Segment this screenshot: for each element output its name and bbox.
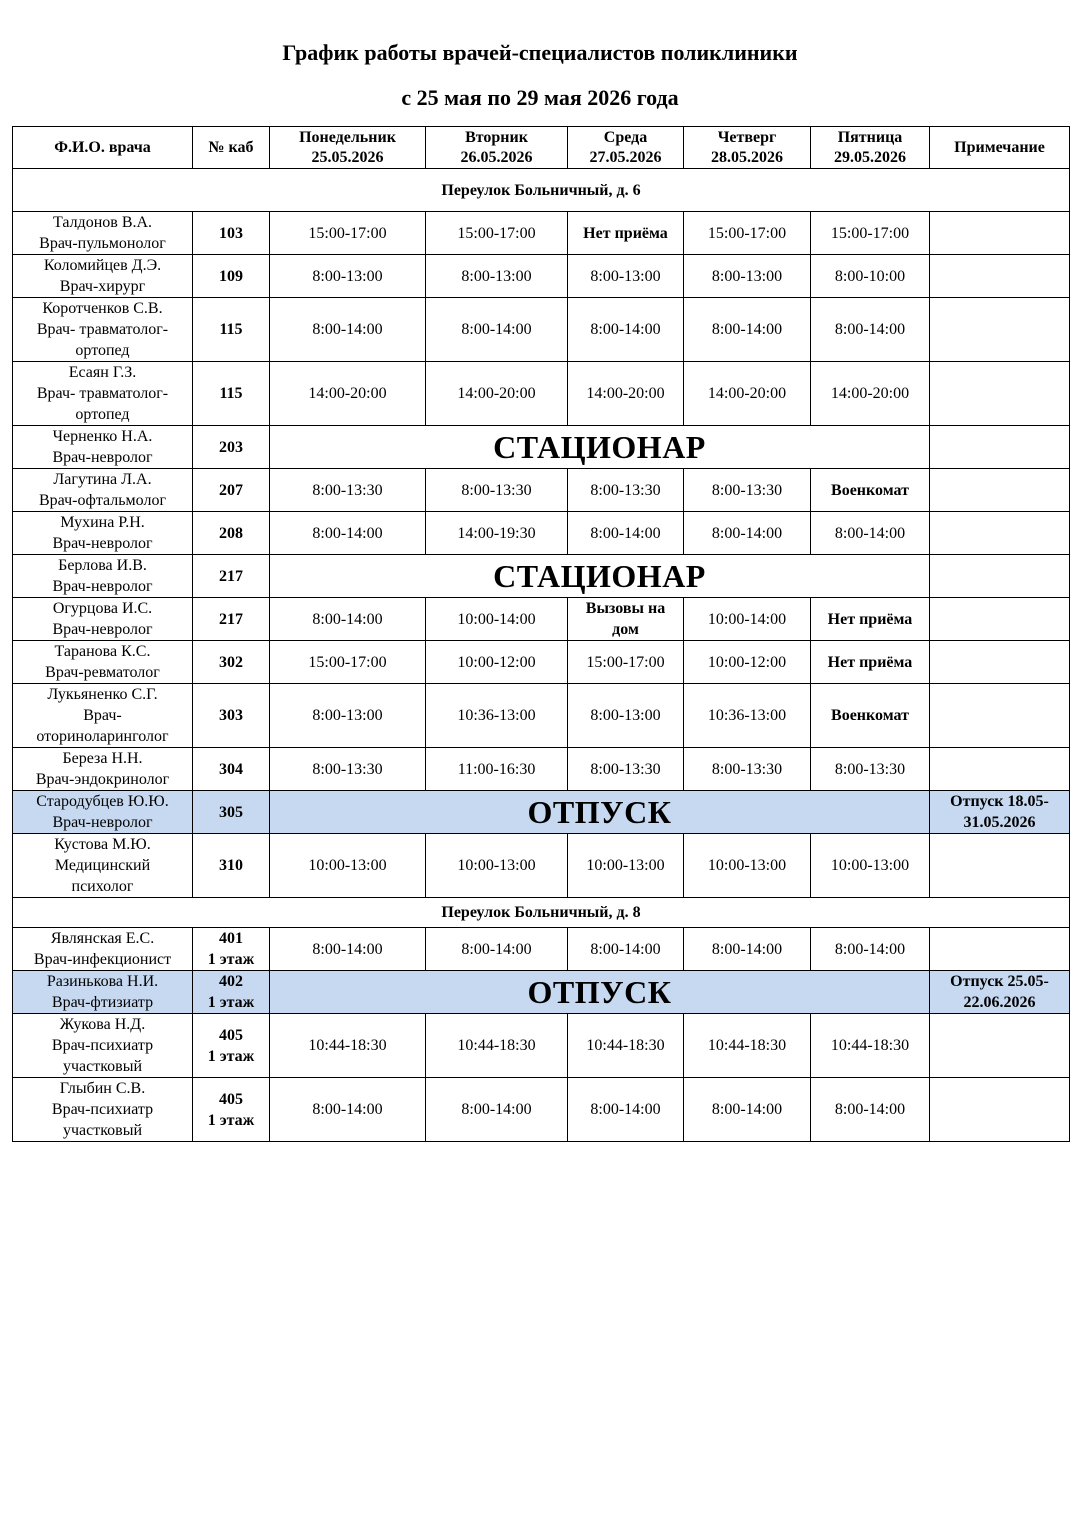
schedule-cell-tuesday: 14:00-20:00 [426, 362, 568, 426]
schedule-cell-friday: 15:00-17:00 [811, 212, 930, 255]
schedule-cell-thursday: 10:00-12:00 [684, 641, 811, 684]
cabinet-number: 207 [193, 469, 270, 512]
schedule-cell-friday: Нет приёма [811, 641, 930, 684]
schedule-cell-thursday: 8:00-14:00 [684, 298, 811, 362]
doctor-name: Талдонов В.А. Врач-пульмонолог [13, 212, 193, 255]
header-row [13, 127, 1070, 169]
schedule-cell-friday: Нет приёма [811, 598, 930, 641]
table-row [13, 512, 1070, 555]
schedule-cell-monday: 8:00-13:00 [270, 255, 426, 298]
note-cell: Отпуск 18.05- 31.05.2026 [930, 791, 1070, 834]
note-cell [930, 426, 1070, 469]
doctor-name: Лукьяненко С.Г. Врач- оториноларинголог [13, 684, 193, 748]
schedule-cell-friday: 8:00-10:00 [811, 255, 930, 298]
schedule-cell-tuesday: 10:00-14:00 [426, 598, 568, 641]
cabinet-number: 208 [193, 512, 270, 555]
section-header [13, 169, 1070, 212]
schedule-cell-monday: 8:00-14:00 [270, 928, 426, 971]
cabinet-number: 203 [193, 426, 270, 469]
page-subtitle: с 25 мая по 29 мая 2026 года [401, 85, 679, 110]
doctor-name: Мухина Р.Н. Врач-невролог [13, 512, 193, 555]
note-cell [930, 748, 1070, 791]
schedule-cell-friday: Военкомат [811, 684, 930, 748]
doctor-name: Коломийцев Д.Э. Врач-хирург [13, 255, 193, 298]
doctor-name: Берлова И.В. Врач-невролог [13, 555, 193, 598]
schedule-cell-friday: 14:00-20:00 [811, 362, 930, 426]
doctor-name: Являнская Е.С. Врач-инфекционист [13, 928, 193, 971]
schedule-cell-wednesday: 8:00-13:30 [568, 469, 684, 512]
header-friday: Пятница 29.05.2026 [811, 127, 930, 169]
table-row [13, 1014, 1070, 1078]
schedule-cell-friday: 8:00-14:00 [811, 1078, 930, 1142]
note-cell [930, 684, 1070, 748]
span-status: СТАЦИОНАР [270, 555, 930, 598]
schedule-cell-monday: 8:00-13:30 [270, 748, 426, 791]
table-row [13, 834, 1070, 898]
schedule-cell-monday: 15:00-17:00 [270, 212, 426, 255]
schedule-cell-wednesday: 8:00-14:00 [568, 512, 684, 555]
schedule-cell-friday: 8:00-14:00 [811, 298, 930, 362]
cabinet-number: 217 [193, 598, 270, 641]
schedule-cell-tuesday: 8:00-13:30 [426, 469, 568, 512]
schedule-cell-tuesday: 8:00-14:00 [426, 1078, 568, 1142]
schedule-cell-thursday: 8:00-13:30 [684, 748, 811, 791]
schedule-table [12, 126, 1070, 1142]
doctor-name: Есаян Г.З. Врач- травматолог- ортопед [13, 362, 193, 426]
schedule-cell-tuesday: 8:00-14:00 [426, 298, 568, 362]
note-cell [930, 362, 1070, 426]
schedule-cell-tuesday: 10:00-12:00 [426, 641, 568, 684]
schedule-cell-wednesday: 8:00-14:00 [568, 928, 684, 971]
cabinet-number: 305 [193, 791, 270, 834]
table-row [13, 928, 1070, 971]
doctor-name: Глыбин С.В. Врач-психиатр участковый [13, 1078, 193, 1142]
table-row [13, 791, 1070, 834]
header-tuesday: Вторник 26.05.2026 [426, 127, 568, 169]
header-cab: № каб [193, 127, 270, 169]
schedule-cell-monday: 8:00-14:00 [270, 512, 426, 555]
table-row [13, 641, 1070, 684]
schedule-cell-friday: 8:00-14:00 [811, 928, 930, 971]
doctor-name: Береза Н.Н. Врач-эндокринолог [13, 748, 193, 791]
cabinet-number: 402 1 этаж [193, 971, 270, 1014]
note-cell [930, 1078, 1070, 1142]
header-wednesday: Среда 27.05.2026 [568, 127, 684, 169]
table-row [13, 1078, 1070, 1142]
schedule-cell-wednesday: Вызовы на дом [568, 598, 684, 641]
schedule-cell-tuesday: 8:00-14:00 [426, 928, 568, 971]
schedule-cell-thursday: 14:00-20:00 [684, 362, 811, 426]
header-monday: Понедельник 25.05.2026 [270, 127, 426, 169]
schedule-cell-monday: 10:00-13:00 [270, 834, 426, 898]
doctor-name: Огурцова И.С. Врач-невролог [13, 598, 193, 641]
schedule-cell-thursday: 8:00-14:00 [684, 1078, 811, 1142]
cabinet-number: 303 [193, 684, 270, 748]
note-cell [930, 1014, 1070, 1078]
schedule-cell-monday: 8:00-14:00 [270, 1078, 426, 1142]
schedule-cell-wednesday: 8:00-13:00 [568, 684, 684, 748]
cabinet-number: 115 [193, 362, 270, 426]
schedule-cell-tuesday: 10:00-13:00 [426, 834, 568, 898]
schedule-cell-thursday: 10:36-13:00 [684, 684, 811, 748]
doctor-name: Стародубцев Ю.Ю. Врач-невролог [13, 791, 193, 834]
cabinet-number: 115 [193, 298, 270, 362]
schedule-cell-friday: 8:00-14:00 [811, 512, 930, 555]
cabinet-number: 310 [193, 834, 270, 898]
schedule-cell-friday: 10:00-13:00 [811, 834, 930, 898]
schedule-body [13, 169, 1070, 1142]
table-row [13, 555, 1070, 598]
schedule-cell-tuesday: 10:44-18:30 [426, 1014, 568, 1078]
table-row [13, 426, 1070, 469]
schedule-cell-monday: 15:00-17:00 [270, 641, 426, 684]
cabinet-number: 405 1 этаж [193, 1078, 270, 1142]
schedule-cell-wednesday: 14:00-20:00 [568, 362, 684, 426]
note-cell [930, 834, 1070, 898]
schedule-cell-wednesday: 8:00-13:30 [568, 748, 684, 791]
note-cell: Отпуск 25.05- 22.06.2026 [930, 971, 1070, 1014]
header-note: Примечание [930, 127, 1070, 169]
table-row [13, 684, 1070, 748]
note-cell [930, 512, 1070, 555]
schedule-cell-tuesday: 15:00-17:00 [426, 212, 568, 255]
schedule-cell-wednesday: 10:44-18:30 [568, 1014, 684, 1078]
doctor-name: Коротченков С.В. Врач- травматолог- ортопед [13, 298, 193, 362]
cabinet-number: 302 [193, 641, 270, 684]
schedule-cell-monday: 8:00-14:00 [270, 598, 426, 641]
schedule-cell-thursday: 10:44-18:30 [684, 1014, 811, 1078]
schedule-cell-friday: 8:00-13:30 [811, 748, 930, 791]
doctor-name: Жукова Н.Д. Врач-психиатр участковый [13, 1014, 193, 1078]
schedule-cell-friday: Военкомат [811, 469, 930, 512]
schedule-cell-tuesday: 8:00-13:00 [426, 255, 568, 298]
note-cell [930, 212, 1070, 255]
schedule-cell-tuesday: 11:00-16:30 [426, 748, 568, 791]
header-name: Ф.И.О. врача [13, 127, 193, 169]
doctor-name: Кустова М.Ю. Медицинский психолог [13, 834, 193, 898]
cabinet-number: 103 [193, 212, 270, 255]
doctor-name: Таранова К.С. Врач-ревматолог [13, 641, 193, 684]
note-cell [930, 598, 1070, 641]
schedule-cell-monday: 8:00-14:00 [270, 298, 426, 362]
table-row [13, 362, 1070, 426]
schedule-cell-monday: 8:00-13:00 [270, 684, 426, 748]
span-status: ОТПУСК [270, 791, 930, 834]
schedule-cell-thursday: 15:00-17:00 [684, 212, 811, 255]
table-row [13, 298, 1070, 362]
doctor-name: Черненко Н.А. Врач-невролог [13, 426, 193, 469]
header-thursday: Четверг 28.05.2026 [684, 127, 811, 169]
note-cell [930, 641, 1070, 684]
table-row [13, 212, 1070, 255]
cabinet-number: 401 1 этаж [193, 928, 270, 971]
schedule-cell-friday: 10:44-18:30 [811, 1014, 930, 1078]
schedule-cell-wednesday: Нет приёма [568, 212, 684, 255]
note-cell [930, 555, 1070, 598]
section-header [13, 898, 1070, 928]
schedule-cell-wednesday: 15:00-17:00 [568, 641, 684, 684]
span-status: СТАЦИОНАР [270, 426, 930, 469]
schedule-cell-thursday: 10:00-14:00 [684, 598, 811, 641]
schedule-cell-wednesday: 8:00-13:00 [568, 255, 684, 298]
doctor-name: Лагутина Л.А. Врач-офтальмолог [13, 469, 193, 512]
schedule-cell-thursday: 10:00-13:00 [684, 834, 811, 898]
schedule-cell-wednesday: 8:00-14:00 [568, 298, 684, 362]
schedule-cell-wednesday: 8:00-14:00 [568, 1078, 684, 1142]
table-row [13, 469, 1070, 512]
section-title: Переулок Больничный, д. 6 [13, 169, 1070, 212]
schedule-cell-tuesday: 14:00-19:30 [426, 512, 568, 555]
schedule-cell-wednesday: 10:00-13:00 [568, 834, 684, 898]
note-cell [930, 298, 1070, 362]
cabinet-number: 405 1 этаж [193, 1014, 270, 1078]
table-row [13, 971, 1070, 1014]
schedule-cell-monday: 14:00-20:00 [270, 362, 426, 426]
schedule-cell-monday: 10:44-18:30 [270, 1014, 426, 1078]
schedule-cell-thursday: 8:00-14:00 [684, 928, 811, 971]
table-row [13, 748, 1070, 791]
note-cell [930, 469, 1070, 512]
section-title: Переулок Больничный, д. 8 [13, 898, 1070, 928]
cabinet-number: 217 [193, 555, 270, 598]
note-cell [930, 255, 1070, 298]
schedule-cell-tuesday: 10:36-13:00 [426, 684, 568, 748]
page-title: График работы врачей-специалистов поликлиники [282, 40, 798, 65]
table-row [13, 255, 1070, 298]
schedule-cell-monday: 8:00-13:30 [270, 469, 426, 512]
cabinet-number: 109 [193, 255, 270, 298]
note-cell [930, 928, 1070, 971]
schedule-cell-thursday: 8:00-14:00 [684, 512, 811, 555]
cabinet-number: 304 [193, 748, 270, 791]
span-status: ОТПУСК [270, 971, 930, 1014]
table-row [13, 598, 1070, 641]
schedule-cell-thursday: 8:00-13:00 [684, 255, 811, 298]
doctor-name: Разинькова Н.И. Врач-фтизиатр [13, 971, 193, 1014]
schedule-cell-thursday: 8:00-13:30 [684, 469, 811, 512]
